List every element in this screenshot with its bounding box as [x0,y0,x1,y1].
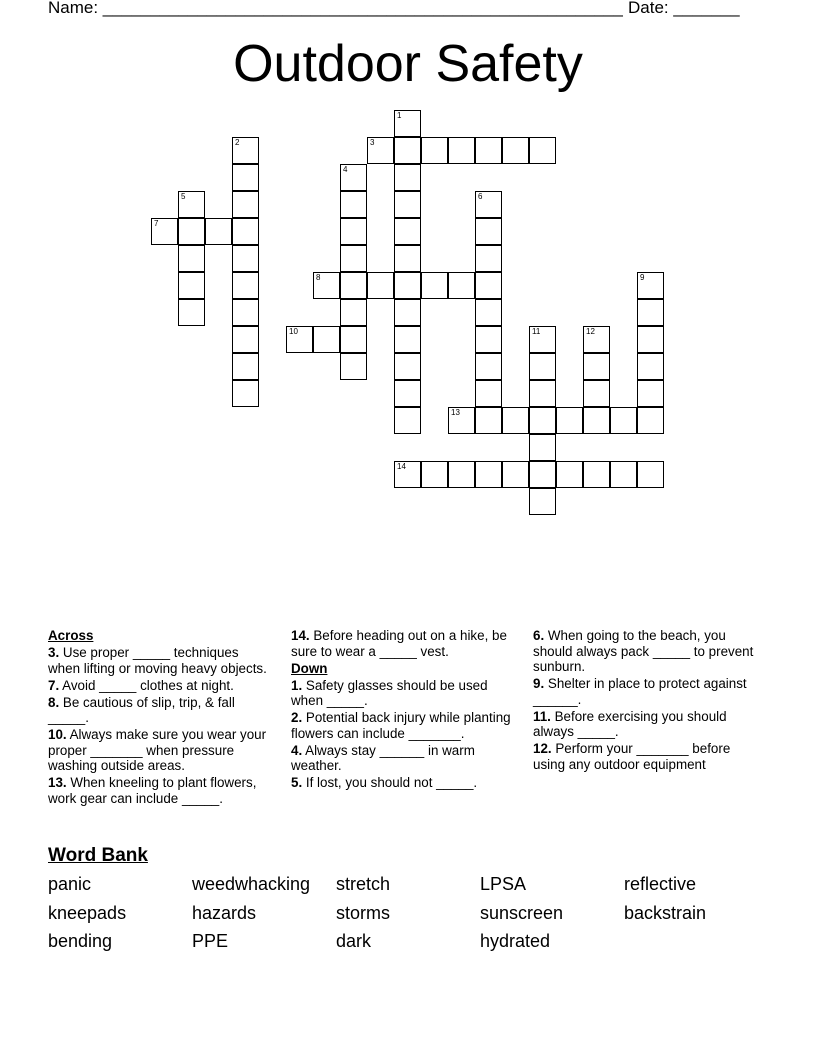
grid-cell[interactable] [394,191,421,218]
cell-number: 14 [397,462,406,471]
grid-cell[interactable] [232,245,259,272]
grid-cell[interactable] [475,461,502,488]
grid-cell[interactable] [394,245,421,272]
clue-down-6 [533,628,763,675]
clue-text: If lost, you should not _____. [302,775,478,790]
grid-cell[interactable] [502,137,529,164]
grid-cell[interactable] [394,164,421,191]
grid-cell[interactable] [448,407,475,434]
grid-cell[interactable] [286,326,313,353]
cell-number: 10 [289,327,298,336]
clue-text: Shelter in place to protect against ______. [533,676,747,707]
clue-number: 2. [291,710,303,725]
grid-cell[interactable] [340,164,367,191]
word-bank-item: storms [336,903,390,923]
grid-cell[interactable] [529,137,556,164]
clue-number: 6. [533,628,545,643]
word-bank-item: weedwhacking [192,874,311,894]
clue-across-14 [291,628,516,659]
clue-number: 13. [48,775,67,790]
clue-down-2 [291,710,516,741]
cell-number: 3 [370,138,375,147]
grid-cell[interactable] [151,218,178,245]
grid-cell[interactable] [583,326,610,353]
clue-number: 11. [533,708,551,724]
clue-number: 9. [533,676,545,691]
clue-text: Before exercising you should always _____. [533,708,727,739]
word-bank-item: hydrated [480,931,551,951]
cell-number: 13 [451,408,460,417]
grid-cell[interactable] [394,299,421,326]
word-bank-item: PPE [192,931,229,951]
grid-cell[interactable] [556,461,583,488]
grid-cell[interactable] [340,299,367,326]
clue-number: 4. [291,742,303,758]
clue-text: Potential back injury while planting flowers can include _______. [291,710,511,741]
grid-cell[interactable] [178,245,205,272]
clue-number: 14. [291,628,310,643]
clue-down-4 [291,743,516,774]
clue-text: Safety glasses should be used when _____. [291,677,488,708]
cell-number: 1 [397,111,402,120]
grid-cell[interactable] [637,461,664,488]
grid-cell[interactable] [529,434,556,461]
clue-number: 8. [48,694,60,710]
clue-down-12 [533,741,763,772]
cell-number: 9 [640,273,645,282]
grid-cell[interactable] [421,461,448,488]
grid-cell[interactable] [637,353,664,380]
grid-cell[interactable] [232,353,259,380]
grid-cell[interactable] [583,353,610,380]
grid-cell[interactable] [340,353,367,380]
grid-cell[interactable] [475,218,502,245]
clue-number: 3. [48,645,60,660]
grid-cell[interactable] [448,137,475,164]
clue-number: 1. [291,677,303,693]
grid-cell[interactable] [475,245,502,272]
grid-cell[interactable] [610,461,637,488]
grid-cell[interactable] [556,407,583,434]
cell-number: 12 [586,327,595,336]
grid-cell[interactable] [529,326,556,353]
word-bank-item: LPSA [480,874,527,894]
cell-number: 2 [235,138,240,147]
clues-column-2 [291,628,516,792]
grid-cell[interactable] [610,407,637,434]
grid-cell[interactable] [502,407,529,434]
clue-down-5 [291,775,516,791]
grid-cell[interactable] [367,272,394,299]
grid-cell[interactable] [529,407,556,434]
grid-cell[interactable] [232,218,259,245]
page-title: Outdoor Safety [233,35,583,93]
clue-across-10 [48,727,270,774]
grid-cell[interactable] [178,191,205,218]
clue-number: 12. [533,741,552,756]
word-bank-item: backstrain [624,903,707,923]
clue-number: 10. [48,727,67,742]
grid-cell[interactable] [475,299,502,326]
grid-cell[interactable] [448,461,475,488]
word-bank-item: stretch [336,874,391,894]
clue-number: 5. [291,775,303,790]
clue-text: Before heading out on a hike, be sure to wear a _____ vest. [291,628,507,659]
cell-number: 11 [532,327,541,336]
down-heading: Down [291,660,328,676]
grid-cell[interactable] [340,218,367,245]
grid-cell[interactable] [529,488,556,515]
grid-cell[interactable] [367,137,394,164]
grid-cell[interactable] [475,353,502,380]
grid-cell[interactable] [394,137,421,164]
clue-across-13 [48,775,270,806]
word-bank-item: reflective [624,874,697,894]
grid-cell[interactable] [340,272,367,299]
cell-number: 6 [478,192,483,201]
clue-down-9 [533,676,763,707]
word-bank-item: dark [336,931,372,951]
grid-cell[interactable] [448,272,475,299]
grid-cell[interactable] [394,380,421,407]
grid-cell[interactable] [232,299,259,326]
grid-cell[interactable] [583,380,610,407]
cell-number: 7 [154,219,159,228]
clue-text: Use proper _____ techniques when lifting or moving heavy objects. [48,645,267,676]
grid-cell[interactable] [475,407,502,434]
word-bank-title: Word Bank [48,845,148,866]
grid-cell[interactable] [421,137,448,164]
grid-cell[interactable] [637,407,664,434]
clue-text: Always stay ______ in warm weather. [291,742,475,773]
grid-cell[interactable] [394,461,421,488]
grid-cell[interactable] [421,272,448,299]
grid-cell[interactable] [232,326,259,353]
grid-cell[interactable] [340,191,367,218]
clue-across-8 [48,695,270,726]
cell-number: 8 [316,273,321,282]
clue-text: When going to the beach, you should always pack _____ to prevent sunburn. [533,628,754,674]
grid-cell[interactable] [475,380,502,407]
grid-cell[interactable] [178,299,205,326]
grid-cell[interactable] [313,272,340,299]
clue-across-3 [48,645,270,676]
clue-text: Avoid _____ clothes at night. [59,677,234,693]
grid-cell[interactable] [394,326,421,353]
clue-across-7 [48,678,270,694]
word-bank-item: panic [48,874,92,894]
grid-cell[interactable] [529,461,556,488]
grid-cell[interactable] [394,272,421,299]
grid-cell[interactable] [313,326,340,353]
grid-cell[interactable] [637,272,664,299]
grid-cell[interactable] [475,326,502,353]
grid-cell[interactable] [178,218,205,245]
clue-text: Perform your _______ before using any outdoor equipment [533,741,731,772]
grid-cell[interactable] [583,407,610,434]
grid-cell[interactable] [340,245,367,272]
grid-cell[interactable] [583,461,610,488]
clue-number: 7. [48,677,60,693]
clues-column-3 [533,628,763,774]
grid-cell[interactable] [637,326,664,353]
grid-cell[interactable] [340,326,367,353]
date-field: Date: _______ [628,0,740,17]
clues-column-1 [48,628,270,808]
grid-cell[interactable] [394,218,421,245]
grid-cell[interactable] [232,191,259,218]
grid-cell[interactable] [232,380,259,407]
cell-number: 5 [181,192,186,201]
grid-cell[interactable] [475,191,502,218]
clue-text: When kneeling to plant flowers, work gear can include _____. [48,775,257,806]
grid-cell[interactable] [502,461,529,488]
grid-cell[interactable] [178,272,205,299]
clue-down-11 [533,709,763,740]
grid-cell[interactable] [394,110,421,137]
grid-cell[interactable] [232,137,259,164]
grid-cell[interactable] [232,272,259,299]
grid-cell[interactable] [529,380,556,407]
grid-cell[interactable] [205,218,232,245]
across-heading: Across [48,628,94,643]
cell-number: 4 [343,165,348,174]
word-bank-item: hazards [192,903,257,923]
clue-text: Be cautious of slip, trip, & fall _____. [48,694,235,725]
grid-cell[interactable] [529,353,556,380]
grid-cell[interactable] [637,380,664,407]
clue-down-1 [291,678,516,709]
word-bank-item: kneepads [48,903,127,923]
word-bank-item: sunscreen [480,903,564,923]
grid-cell[interactable] [475,137,502,164]
word-bank-item: bending [48,931,113,951]
name-field: Name: _______________________________________________________ [48,0,623,17]
grid-cell[interactable] [475,272,502,299]
grid-cell[interactable] [637,299,664,326]
clue-text: Always make sure you wear your proper _______ when pressure washing outside areas. [48,727,267,773]
grid-cell[interactable] [232,164,259,191]
grid-cell[interactable] [394,353,421,380]
grid-cell[interactable] [394,407,421,434]
